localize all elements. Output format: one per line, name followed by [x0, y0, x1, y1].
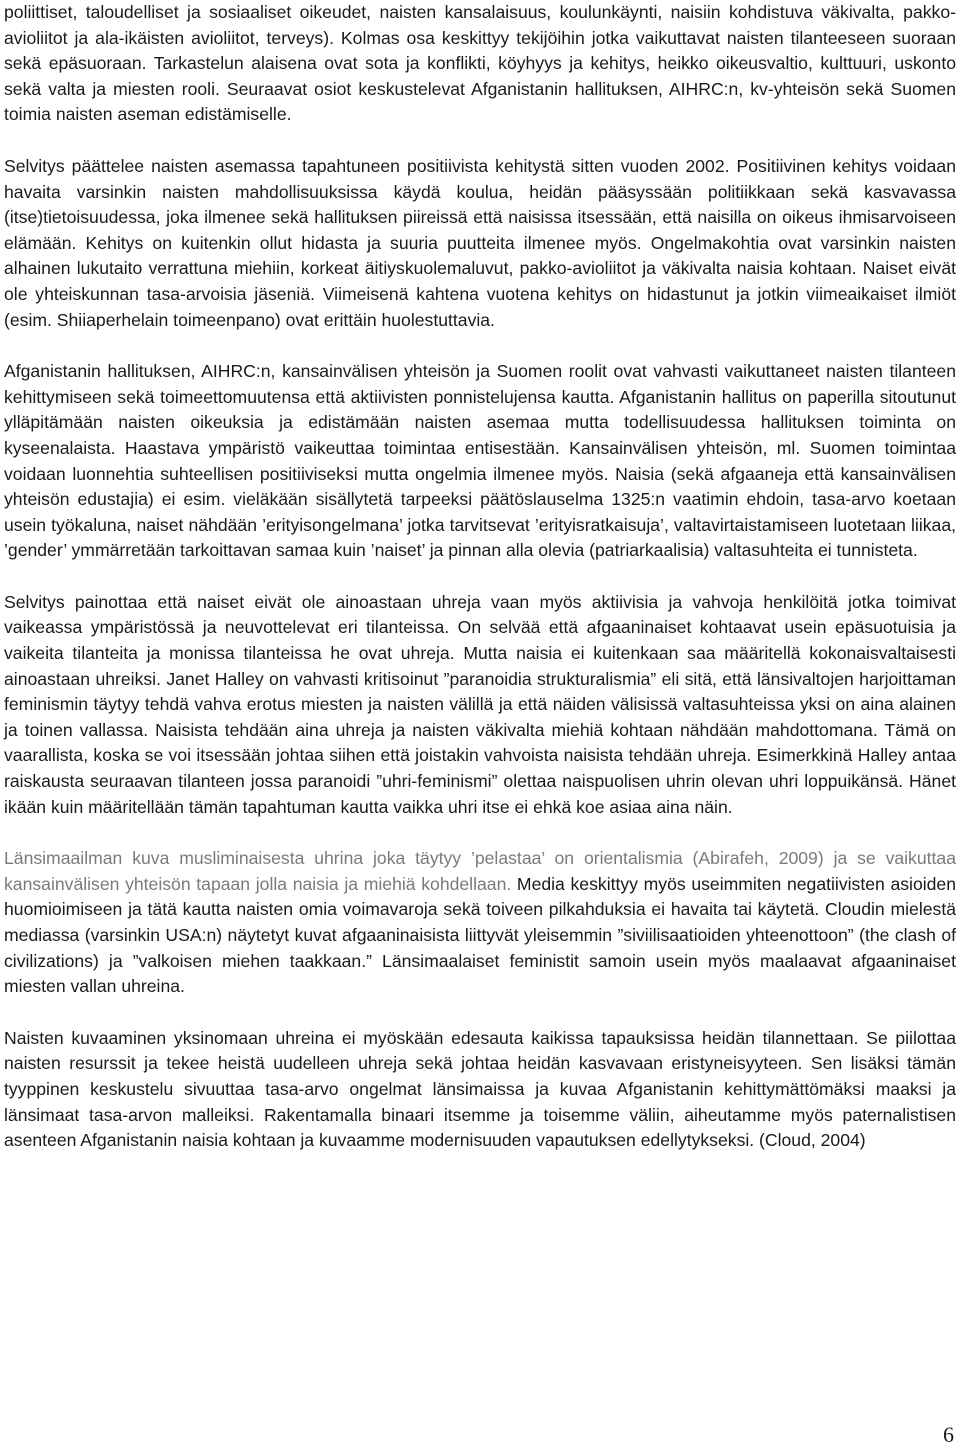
paragraph-text-gray: Länsimaailman kuva musliminaisesta uhrina joka täytyy ’pelastaa’ on orientalismia (Abirafeh, 2009) ja se vaikuttaa kansainvälisen yhteisön tapaan jolla naisia ja miehiä kohdellaan.	[4, 848, 956, 894]
paragraph-victim-portrayal	[4, 1026, 956, 1154]
paragraph-women-not-victims	[4, 590, 956, 820]
paragraph-text: Selvitys päättelee naisten asemassa tapahtuneen positiivista kehitystä sitten vuoden 2002. Positiivinen kehitys voidaan havaita varsinkin naisten mahdollisuuksissa käydä koulua, heidän pääsyssään politiikkaan sekä kasvavassa (itse)tietoisuudessa, joka ilmenee sekä hallituksen piireissä että naisissa itsessään, että naisilla on oikeus ihmisarvoiseen elämään. Kehitys on kuitenkin ollut hidasta ja suuria puutteita ilmenee myös. Ongelmakohtia ovat varsinkin naisten alhainen lukutaito verrattuna miehiin, korkeat äitiyskuolemaluvut, pakko-avioliitot ja väkivalta naisia kohtaan. Naiset eivät ole yhteiskunnan tasa-arvoisia jäseniä. Viimeisenä kahtena vuotena kehitys on hidastunut ja jotkin viimeaikaiset ilmiöt (esim. Shiiaperhelain toimeenpano) ovat erittäin huolestuttavia.	[4, 155, 956, 330]
paragraph-text: Naisten kuvaaminen yksinomaan uhreina ei myöskään edesauta kaikissa tapauksissa heidän tilannettaan. Se piilottaa naisten resurssit ja tekee heistä uudelleen uhreja sekä johtaa heidän kasvavaan eristyneisyyteen. Sen lisäksi tämän tyyppinen keskustelu sivuuttaa tasa-arvo ongelmat länsimaissa ja kuvaa Afganistanin kehittymättömäksi maaksi ja länsimaat tasa-arvon malleiksi. Rakentamalla binaari itsemme ja toisemme väliin, aiheutamme myös paternalistisen asenteen Afganistanin naisia kohtaan ja kuvaamme modernisuuden vapautuksen edellytykseksi. (Cloud, 2004)	[4, 1027, 956, 1151]
paragraph-text: Media keskittyy myös useimmiten negatiivisten asioiden huomioimiseen ja tätä kautta naisten omia voimavaroja sekä toiveen pilkahduksia ei havaita tai käytetä. Cloudin mielestä mediassa (varsinkin USA:n) näytetyt kuvat afgaaninaisista liittyvät yleisemmin ”siviilisaatioiden yhteenottoon” (the clash of civilizations) ja ”valkoisen miehen taakkaan.” Länsimaalaiset feministit samoin usein myös maalaavat afgaaninaiset miesten vallan uhreina.	[4, 873, 956, 997]
document-body	[4, 0, 956, 1180]
paragraph-actors-roles	[4, 359, 956, 564]
page-number: 6	[943, 1422, 954, 1447]
paragraph-conclusions	[4, 154, 956, 333]
paragraph-orientalism	[4, 846, 956, 1000]
paragraph-text: poliittiset, taloudelliset ja sosiaaliset oikeudet, naisten kansalaisuus, koulunkäynti, naisiin kohdistuva väkivalta, pakko-avioliitot ja ala-ikäisten avioliitot, terveys). Kolmas osa keskittyy tekijöihin jotka vaikuttavat naisten tilanteeseen suoraan sekä epäsuoraan. Tarkastelun alaisena ovat sota ja konflikti, köyhyys ja kehitys, heikko oikeusvaltio, kulttuuri, uskonto sekä valta ja miesten rooli. Seuraavat osiot keskustelevat Afganistanin hallituksen, AIHRC:n, kv-yhteisön sekä Suomen toimia naisten aseman edistämiselle.	[4, 2, 956, 125]
paragraph-intro-continuation	[4, 0, 956, 128]
paragraph-text: Selvitys painottaa että naiset eivät ole ainoastaan uhreja vaan myös aktiivisia ja vahvoja henkilöitä jotka toimivat vaikeassa ympäristössä ja neuvottelevat eri tilanteissa. On selvää että afgaaninaiset kohtaavat usein epäsuotuisia ja vaikeita tilanteita ja monissa tilanteissa he ovat uhreja. Mutta naisia ei kuitenkaan saa määritellä kokonaisvaltaisesti ainoastaan uhreiksi. Janet Halley on vahvasti kritisoinut ”paranoidia strukturalismia” eli sitä, että länsivaltojen harjoittaman feminismin täytyy tehdä vahva erotus miesten ja naisten välillä ja että näiden välisissä valtasuhteissa yksi on aina alainen ja toinen vallassa. Naisista tehdään aina uhreja ja naisten väkivalta miehiä kohtaan nähdään mahdottomana. Tämä on vaarallista, koska se voi itsessään johtaa siihen että joistakin vahvoista naisista tehdään uhreja. Esimerkkinä Halley antaa raiskausta seuraavan tilanteen jossa paranoidi ”uhri-feminismi” olettaa naispuolisen uhrin olevan uhri loppuikänsä. Hänet ikään kuin määritellään tämän tapahtuman kautta vaikka uhri itse ei ehkä koe asiaa aina näin.	[4, 591, 956, 817]
paragraph-text: Afganistanin hallituksen, AIHRC:n, kansainvälisen yhteisön ja Suomen roolit ovat vahvasti vaikuttaneet naisten tilanteen kehittymiseen sekä toimeettomuutensa että aktiivisten ponnistelujensa kautta. Afganistanin hallitus on paperilla sitoutunut ylläpitämään naisten oikeuksia ja edistämään naisten asemaa mutta todellisuudessa hallituksen toiminta on kyseenalaista. Haastava ympäristö vaikeuttaa toimintaa entisestään. Kansainvälisen yhteisön, ml. Suomen toimintaa voidaan luonnehtia suhteellisen positiiviseksi mutta ongelmia ilmenee myös. Naisia (sekä afgaaneja että kansainvälisen yhteisön edustajia) ei esim. vieläkään sisällytetä tarpeeksi päätöslauselma 1325:n vaatimin ehdoin, tasa-arvo koetaan usein työkaluna, naiset nähdään ’erityisongelmana’ jotka tarvitsevat ’erityisratkaisuja’, valtavirtaistamiseen luotetaan liikaa, ’gender’ ymmärretään tarkoittavan samaa kuin ’naiset’ ja pinnan alla olevia (patriarkaalisia) valtasuhteita ei tunnisteta.	[4, 361, 956, 561]
